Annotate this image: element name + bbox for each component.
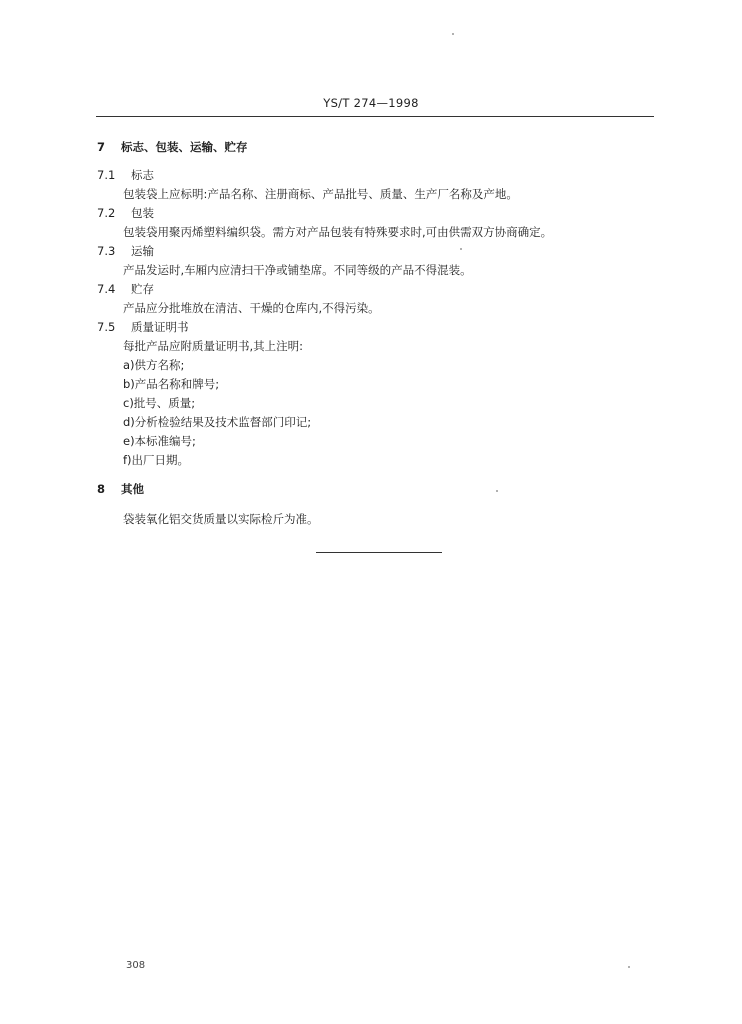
scan-speck [460,248,462,250]
section-7-4-number: 7.4 [97,282,116,296]
section-8-body: 袋装氧化铝交货质量以实际检斤为准。 [123,512,319,526]
section-7-4-body: 产品应分批堆放在清洁、干燥的仓库内,不得污染。 [123,301,380,315]
list-item: a)供方名称; [123,358,185,372]
header-rule [96,116,654,117]
section-7-3-body: 产品发运时,车厢内应清扫干净或铺垫席。不同等级的产品不得混装。 [123,263,472,277]
section-7-1-title: 标志 [130,168,154,182]
section-7-4-heading [97,282,154,296]
document-code-header: YS/T 274—1998 [323,96,419,110]
section-7-heading [97,140,248,154]
section-7-3-number: 7.3 [97,244,116,258]
section-7-5-heading [97,320,188,334]
section-7-title: 标志、包装、运输、贮存 [121,140,248,154]
list-item: b)产品名称和牌号; [123,377,220,391]
list-item: f)出厂日期。 [123,453,190,467]
section-7-2-title: 包装 [130,206,154,220]
section-7-2-heading [97,206,154,220]
scan-speck [628,966,630,968]
list-item: c)批号、质量; [123,396,196,410]
section-7-1-number: 7.1 [97,168,116,182]
section-7-5-title: 质量证明书 [130,320,189,334]
scan-speck [496,490,498,492]
section-8-number: 8 [97,482,106,496]
section-7-1-heading [97,168,154,182]
section-7-2-body: 包装袋用聚丙烯塑料编织袋。需方对产品包装有特殊要求时,可由供需双方协商确定。 [123,225,553,239]
section-7-3-title: 运输 [130,244,154,258]
section-7-2-number: 7.2 [97,206,116,220]
section-7-3-heading [97,244,154,258]
section-7-1-body: 包装袋上应标明:产品名称、注册商标、产品批号、质量、生产厂名称及产地。 [123,187,518,201]
section-7-5-number: 7.5 [97,320,116,334]
scan-speck [452,33,454,35]
section-7-5-body: 每批产品应附质量证明书,其上注明: [123,339,304,353]
list-item: e)本标准编号; [123,434,196,448]
section-7-4-title: 贮存 [130,282,154,296]
end-of-document-rule [316,552,442,553]
section-8-title: 其他 [121,482,145,496]
page-number: 308 [126,960,146,971]
section-8-heading [97,482,144,496]
section-7-number: 7 [97,140,106,154]
list-item: d)分析检验结果及技术监督部门印记; [123,415,312,429]
